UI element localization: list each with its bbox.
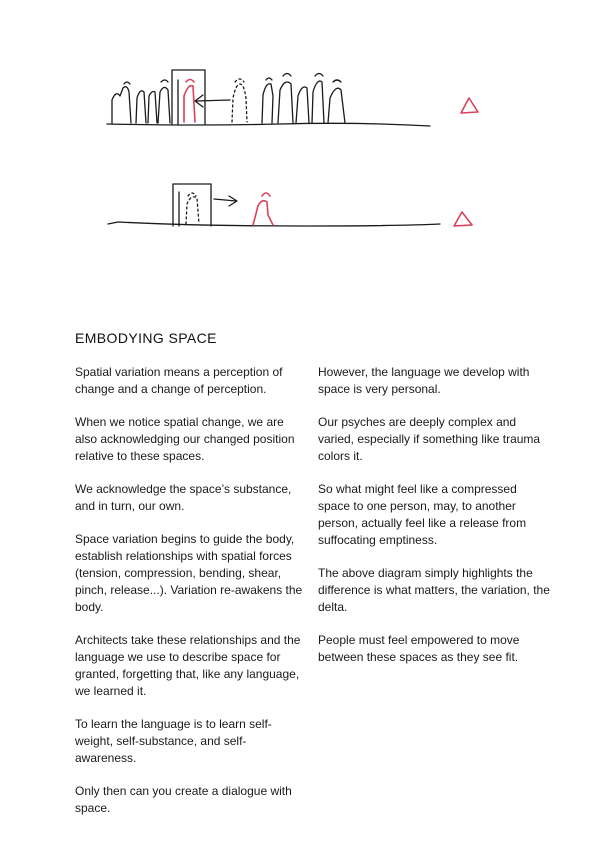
arrow-right	[214, 199, 236, 201]
paragraph: People must feel empowered to move between these spaces as they see fit.	[318, 633, 520, 664]
figure-highlight	[253, 201, 273, 225]
figure-crowd	[283, 74, 291, 77]
sketch-accent-upper	[184, 80, 478, 123]
figure-crowd	[136, 91, 146, 123]
figure-crowd	[328, 88, 345, 123]
paragraph: To learn the language is to learn self-weight, self-substance, and self-awareness.	[75, 717, 272, 765]
figure-crowd	[161, 80, 168, 82]
figure-highlight	[262, 193, 270, 196]
paragraph: When we notice spatial change, we are also acknowledging our changed position relative to these spaces.	[75, 415, 295, 463]
figure-crowd	[124, 82, 130, 84]
figure-crowd	[296, 87, 309, 123]
sketch-solitary-scene	[108, 184, 440, 226]
left-text-column	[75, 364, 307, 833]
ghost-figure	[188, 193, 196, 196]
figure-highlight	[186, 80, 194, 83]
paragraph: Only then can you create a dialogue with space.	[75, 784, 292, 815]
sketch-crowd-scene	[107, 70, 430, 126]
delta-symbol	[461, 98, 478, 113]
paragraph: The above diagram simply highlights the difference is what matters, the variation, the delta.	[318, 566, 550, 614]
figure-crowd	[315, 74, 323, 77]
figure-crowd	[266, 78, 272, 80]
arrow-left	[196, 100, 230, 101]
paragraph: Architects take these relationships and the language we use to describe space for granted, forgetting that, like any language, we learned it.	[75, 633, 301, 698]
paragraph: Space variation begins to guide the body, establish relationships with spatial forces (tension, compression, bending, shear, pinch, release...). Variation re-awakens the body.	[75, 532, 303, 614]
ground-line-upper	[107, 123, 430, 126]
ground-line-lower	[108, 222, 440, 226]
figure-crowd	[158, 87, 170, 123]
sketch-accent-lower	[253, 193, 472, 226]
paragraph: So what might feel like a compressed space to one person, may, to another person, actually feel like a release from suffocating emptiness.	[318, 482, 527, 547]
ghost-figure	[186, 197, 199, 224]
ghost-figure	[232, 84, 247, 122]
delta-symbol	[454, 212, 472, 226]
figure-crowd	[148, 92, 157, 124]
paragraph: We acknowledge the space’s substance, and in turn, our own.	[75, 482, 292, 513]
section-heading: EMBODYING SPACE	[75, 330, 217, 346]
paragraph: However, the language we develop with space is very personal.	[318, 365, 530, 396]
paragraph: Our psyches are deeply complex and varied, especially if something like trauma colors it.	[318, 415, 541, 463]
figure-crowd	[278, 82, 293, 123]
figure-crowd	[333, 80, 341, 82]
figure-highlight	[184, 86, 195, 122]
right-text-column	[318, 364, 550, 682]
figure-crowd	[312, 81, 324, 123]
figure-crowd	[262, 84, 273, 123]
ghost-figure	[235, 79, 244, 82]
paragraph: Spatial variation means a perception of change and a change of perception.	[75, 365, 283, 396]
figure-crowd	[112, 87, 131, 123]
sketch-diagram	[0, 0, 610, 300]
